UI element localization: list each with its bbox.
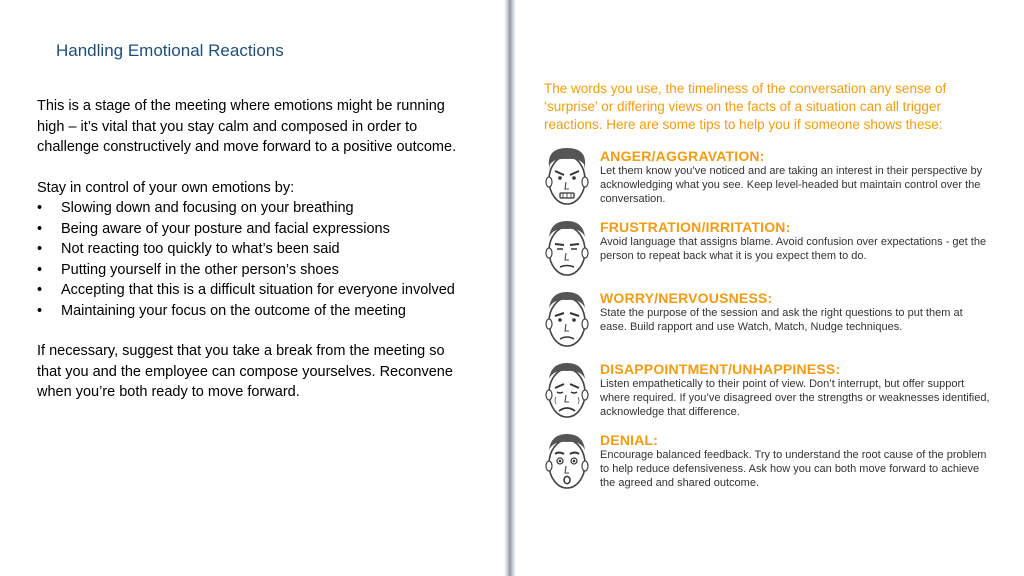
tip-anger (541, 144, 991, 215)
tip-text-block (600, 219, 990, 263)
frustrated-face-icon (541, 215, 593, 279)
tip-text-block (600, 148, 990, 206)
bullet-list (37, 198, 462, 321)
tip-frustration (541, 215, 991, 286)
control-heading: Stay in control of your own emotions by: (37, 179, 295, 196)
divider (504, 0, 516, 576)
list-item: • Being aware of your posture and facial expressions (37, 219, 462, 240)
tip-description: Listen empathetically to their point of view. Don’t interrupt, but offer support where required. If you’ve disagreed over the strengths or weaknesses identified, acknowledge that difference. (600, 378, 990, 418)
page-title: Handling Emotional Reactions (56, 41, 284, 60)
angry-face-icon (541, 144, 593, 208)
worried-face-icon (541, 286, 593, 350)
tip-text-block (600, 290, 990, 334)
list-item: • Accepting that this is a difficult situation for everyone involved (37, 280, 462, 301)
tip-heading: WORRY/NERVOUSNESS: (600, 290, 773, 306)
tip-denial (541, 428, 991, 499)
tip-heading: DENIAL: (600, 432, 659, 448)
tip-description: Encourage balanced feedback. Try to understand the root cause of the problem to help reduce defensiveness. Ask how you can both move forward to achieve the agreed and shared outcome. (600, 449, 987, 489)
tip-text-block (600, 361, 990, 419)
tips-intro: The words you use, the timeliness of the conversation any sense of ‘surprise’ or differing views on the facts of a situation can all trigger reactions. Here are some tips to help you if someone shows these: (544, 81, 947, 132)
tip-disappointment (541, 357, 991, 428)
tip-description: Let them know you’ve noticed and are taking an interest in their perspective by acknowledging what you see. Keep level-headed but maintain control over the conversation. (600, 165, 983, 205)
spacer (37, 158, 462, 178)
list-item: • Maintaining your focus on the outcome of the meeting (37, 301, 462, 322)
tip-heading: DISAPPOINTMENT/UNHAPPINESS: (600, 361, 841, 377)
tip-text-block (600, 432, 990, 490)
tip-worry (541, 286, 991, 357)
tips-list (541, 144, 991, 499)
tip-heading: ANGER/AGGRAVATION: (600, 148, 765, 164)
intro-paragraph: This is a stage of the meeting where emotions might be running high – it’s vital that you stay calm and composed in order to challenge constructively and move forward to a positive outcome. (37, 98, 457, 155)
list-item: • Slowing down and focusing on your breathing (37, 198, 462, 219)
tip-description: Avoid language that assigns blame. Avoid confusion over expectations - get the person to repeat back what it is you expect them to do. (600, 236, 987, 262)
tip-description: State the purpose of the session and ask the right questions to put them at ease. Build rapport and use Watch, Match, Nudge techniques. (600, 307, 963, 333)
left-text-panel (37, 96, 462, 403)
sad-face-icon (541, 357, 593, 421)
spacer (37, 321, 462, 341)
tip-heading: FRUSTRATION/IRRITATION: (600, 219, 791, 235)
closing-paragraph: If necessary, suggest that you take a break from the meeting so that you and the employee can compose yourselves. Reconvene when you’re both ready to move forward. (37, 343, 453, 400)
list-item: • Putting yourself in the other person’s shoes (37, 260, 462, 281)
list-item: • Not reacting too quickly to what’s been said (37, 239, 462, 260)
surprised-face-icon (541, 428, 593, 492)
